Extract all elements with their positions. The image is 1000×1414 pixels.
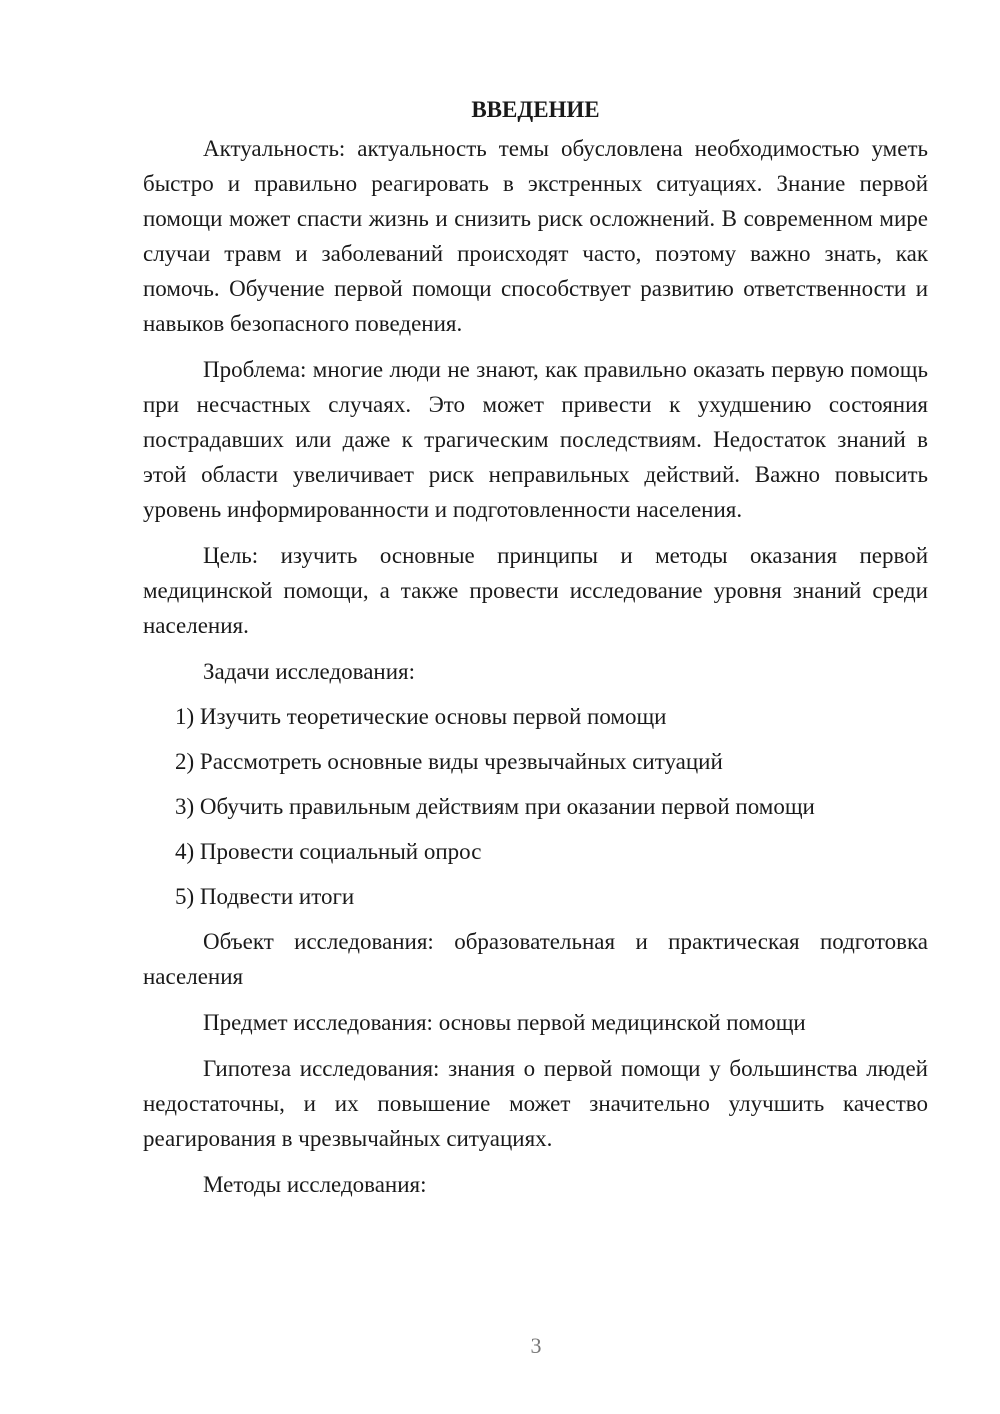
problem-paragraph: Проблема: многие люди не знают, как правильно оказать первую помощь при несчастных случаях. Это может привести к ухудшению состояния пострадавших или даже к трагическим последствиям. Недостаток знаний в этой области увеличивает риск неправильных действий. Важно повысить уровень информированности и подготовленности населения. — [143, 357, 928, 522]
object-paragraph: Объект исследования: образовательная и практическая подготовка населения — [143, 929, 928, 989]
subject-paragraph: Предмет исследования: основы первой медицинской помощи — [203, 1010, 806, 1035]
task-item: 4) Провести социальный опрос — [175, 839, 482, 864]
task-list — [143, 699, 928, 914]
goal-paragraph: Цель: изучить основные принципы и методы оказания первой медицинской помощи, а также провести исследование уровня знаний среди населения. — [143, 543, 928, 638]
task-item: 2) Рассмотреть основные виды чрезвычайных ситуаций — [175, 749, 723, 774]
methods-label: Методы исследования: — [203, 1172, 427, 1197]
task-item: 5) Подвести итоги — [175, 884, 355, 909]
page-number: 3 — [530, 1333, 542, 1358]
document-page — [143, 92, 928, 1213]
task-item: 1) Изучить теоретические основы первой помощи — [175, 704, 667, 729]
hypothesis-paragraph: Гипотеза исследования: знания о первой помощи у большинства людей недостаточны, и их повышение может значительно улучшить качество реагирования в чрезвычайных ситуациях. — [143, 1056, 928, 1151]
task-item: 3) Обучить правильным действиям при оказании первой помощи — [175, 794, 815, 819]
section-heading: ВВЕДЕНИЕ — [471, 97, 600, 122]
relevance-paragraph: Актуальность: актуальность темы обусловлена необходимостью уметь быстро и правильно реагировать в экстренных ситуациях. Знание первой помощи может спасти жизнь и снизить риск осложнений. В современном мире случаи травм и заболеваний происходят часто, поэтому важно знать, как помочь. Обучение первой помощи способствует развитию ответственности и навыков безопасного поведения. — [143, 136, 928, 336]
tasks-label: Задачи исследования: — [203, 659, 416, 684]
